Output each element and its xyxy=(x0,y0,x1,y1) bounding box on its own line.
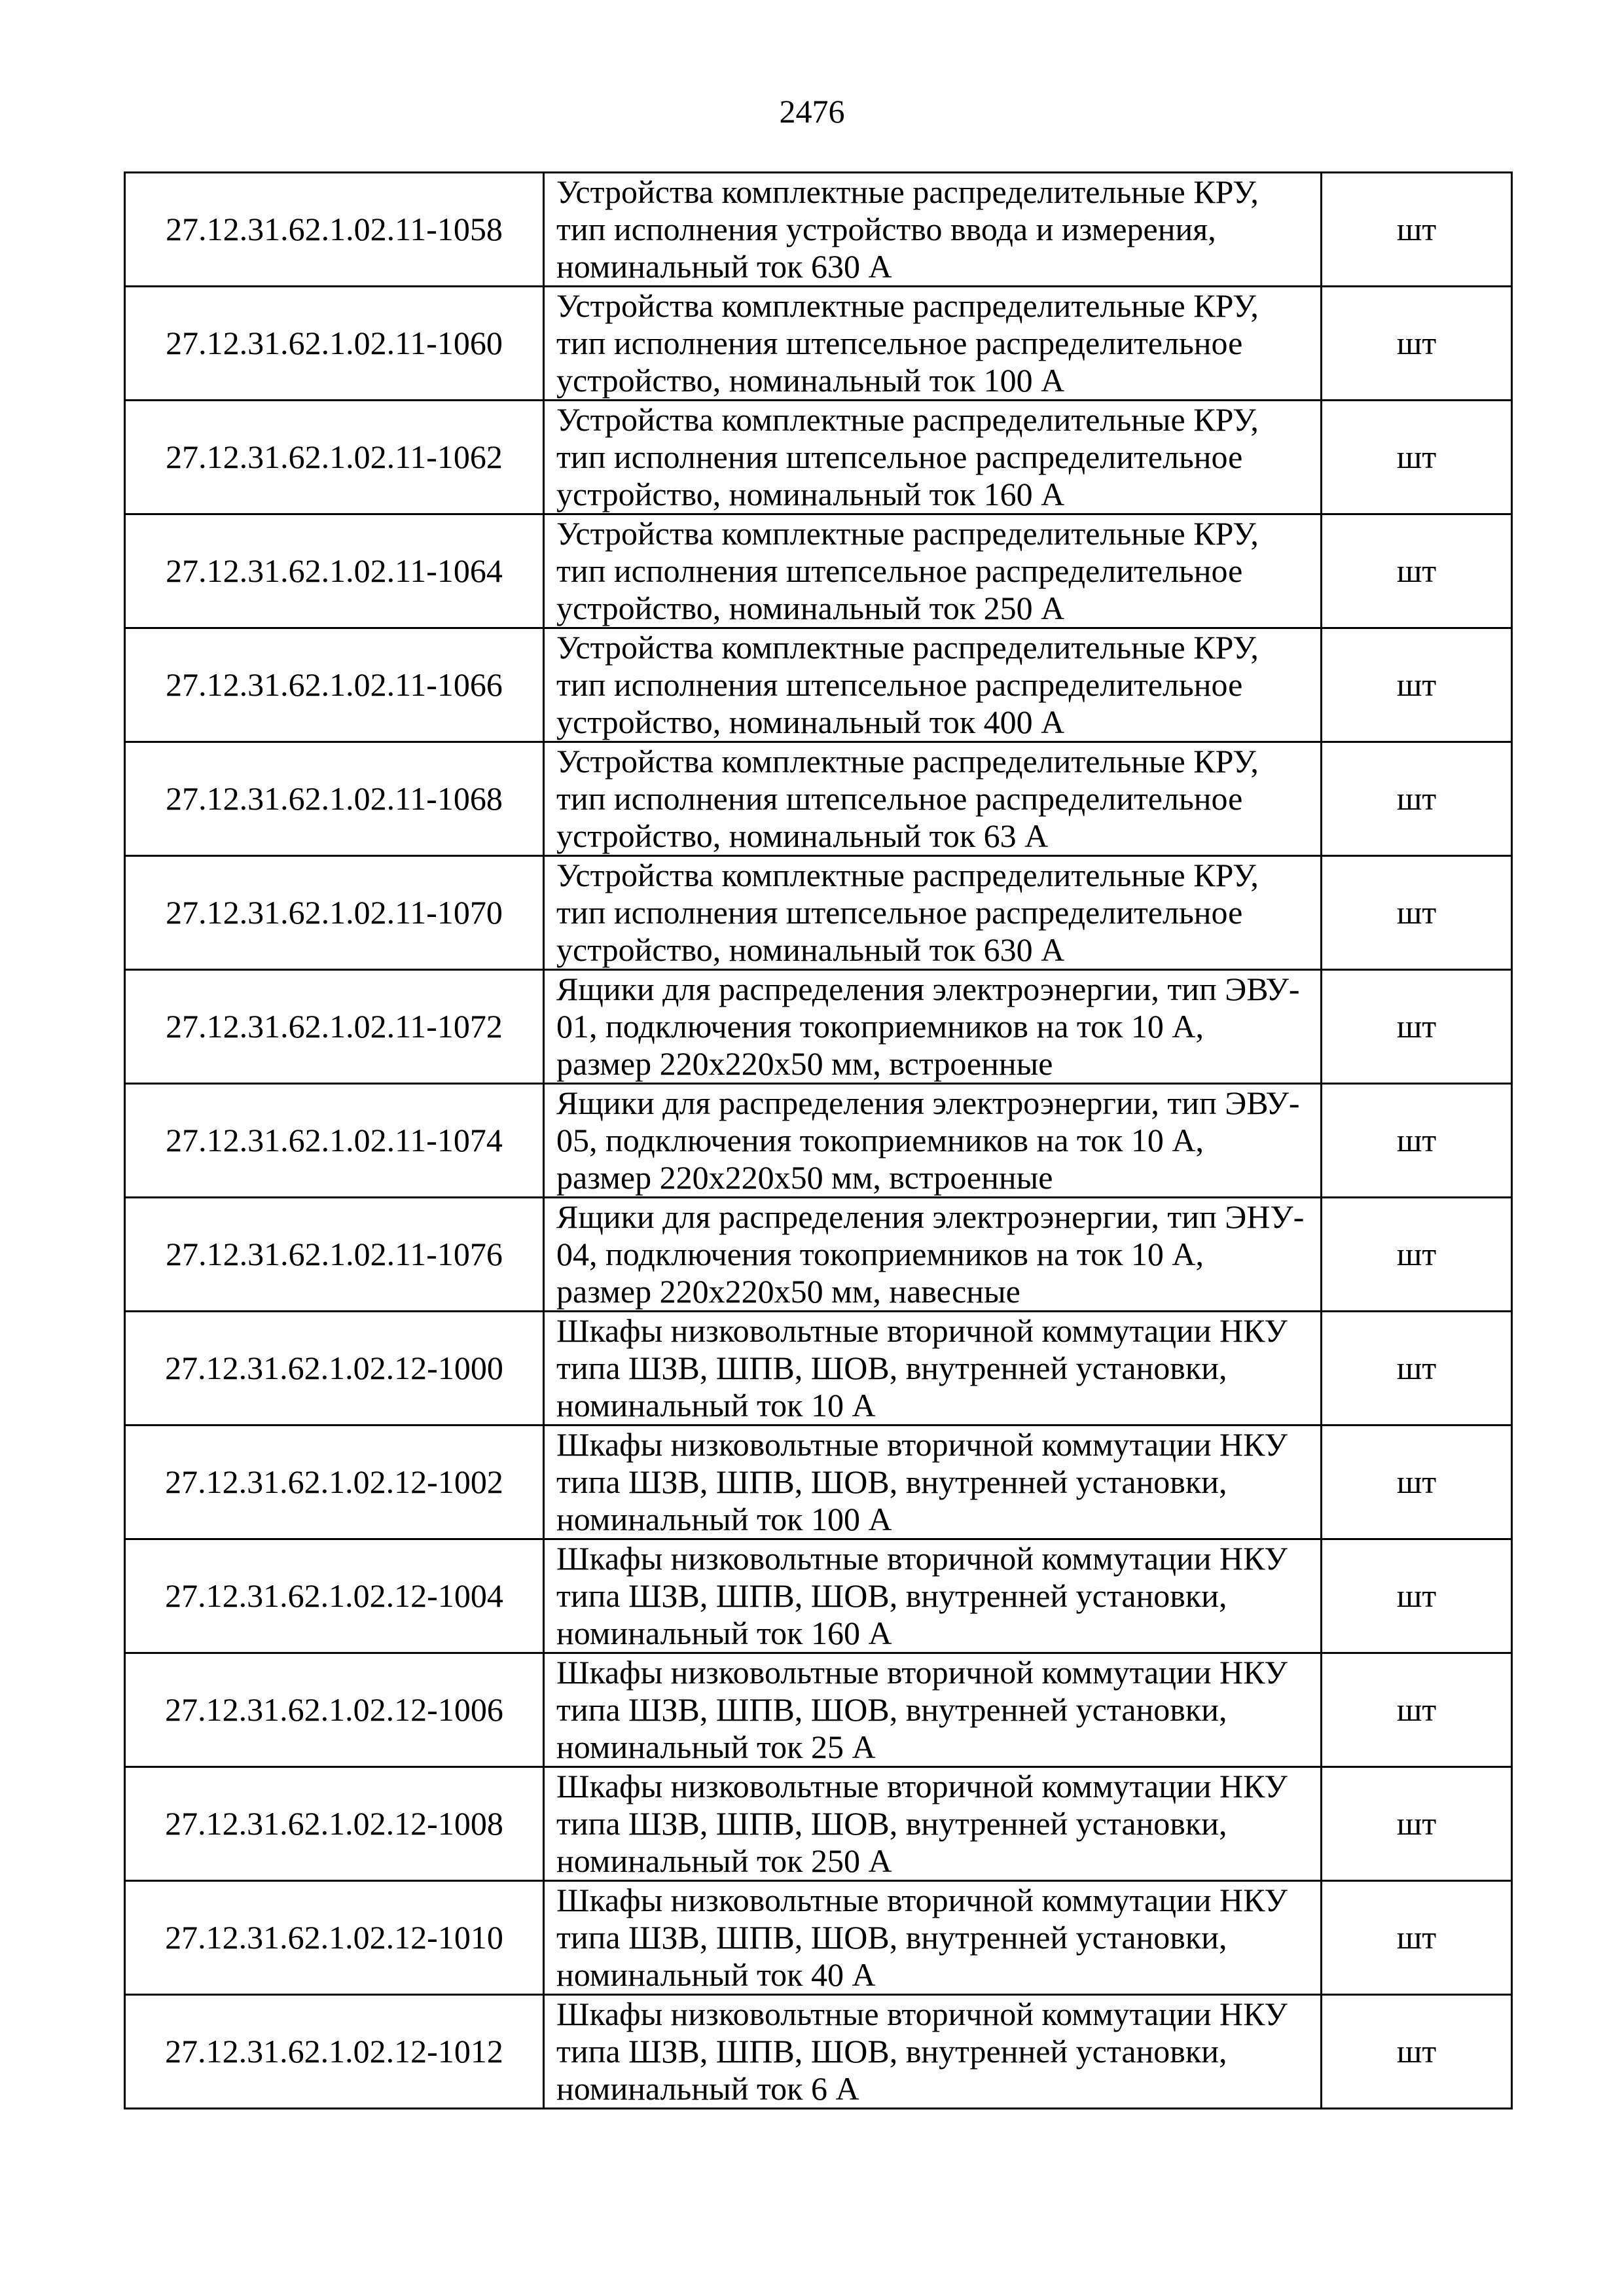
unit-of-measure: шт xyxy=(1322,173,1512,287)
description-line: типа ШЗВ, ШПВ, ШОВ, внутренней установки, xyxy=(556,1691,1227,1728)
resource-description xyxy=(544,1198,1322,1312)
description-line: размер 220х220х50 мм, навесные xyxy=(556,1273,1020,1310)
resource-description xyxy=(544,628,1322,742)
description-line: 05, подключения токоприемников на ток 10 А, xyxy=(556,1122,1204,1158)
description-line: типа ШЗВ, ШПВ, ШОВ, внутренней установки, xyxy=(556,1919,1227,1956)
resource-code: 27.12.31.62.1.02.12-1002 xyxy=(125,1426,544,1539)
description-line: устройство, номинальный ток 400 А xyxy=(556,704,1065,740)
resource-description xyxy=(544,742,1322,856)
description-line: устройство, номинальный ток 100 А xyxy=(556,362,1065,399)
resource-code: 27.12.31.62.1.02.12-1010 xyxy=(125,1881,544,1995)
unit-of-measure: шт xyxy=(1322,970,1512,1084)
description-line: номинальный ток 250 А xyxy=(556,1842,892,1879)
description-line: Устройства комплектные распределительные КРУ, xyxy=(556,173,1259,210)
unit-of-measure: шт xyxy=(1322,856,1512,970)
description-line: устройство, номинальный ток 160 А xyxy=(556,476,1065,512)
description-line: Устройства комплектные распределительные КРУ, xyxy=(556,401,1259,438)
description-line: тип исполнения штепсельное распределительное xyxy=(556,894,1243,931)
resource-code: 27.12.31.62.1.02.11-1074 xyxy=(125,1084,544,1198)
description-line: типа ШЗВ, ШПВ, ШОВ, внутренней установки, xyxy=(556,1463,1227,1500)
table-row xyxy=(125,1881,1512,1995)
resource-description xyxy=(544,401,1322,514)
resource-description xyxy=(544,1767,1322,1881)
table-row xyxy=(125,287,1512,401)
resource-description xyxy=(544,173,1322,287)
description-line: Шкафы низковольтные вторичной коммутации НКУ xyxy=(556,1654,1288,1691)
table-row xyxy=(125,1653,1512,1767)
resource-code: 27.12.31.62.1.02.12-1004 xyxy=(125,1539,544,1653)
table-row xyxy=(125,401,1512,514)
resource-code: 27.12.31.62.1.02.11-1068 xyxy=(125,742,544,856)
unit-of-measure: шт xyxy=(1322,287,1512,401)
resource-description xyxy=(544,287,1322,401)
unit-of-measure: шт xyxy=(1322,1767,1512,1881)
unit-of-measure: шт xyxy=(1322,628,1512,742)
unit-of-measure: шт xyxy=(1322,1084,1512,1198)
description-line: Устройства комплектные распределительные КРУ, xyxy=(556,857,1259,893)
description-line: тип исполнения устройство ввода и измерения, xyxy=(556,211,1216,247)
unit-of-measure: шт xyxy=(1322,1995,1512,2109)
description-line: тип исполнения штепсельное распределительное xyxy=(556,325,1243,361)
description-line: Шкафы низковольтные вторичной коммутации НКУ xyxy=(556,1312,1288,1349)
resource-code: 27.12.31.62.1.02.11-1076 xyxy=(125,1198,544,1312)
description-line: Устройства комплектные распределительные КРУ, xyxy=(556,743,1259,780)
description-line: номинальный ток 630 А xyxy=(556,248,892,285)
table-row xyxy=(125,1084,1512,1198)
resource-description xyxy=(544,856,1322,970)
description-line: устройство, номинальный ток 250 А xyxy=(556,590,1065,626)
resource-code: 27.12.31.62.1.02.11-1072 xyxy=(125,970,544,1084)
unit-of-measure: шт xyxy=(1322,1881,1512,1995)
resource-description xyxy=(544,1995,1322,2109)
resource-description xyxy=(544,970,1322,1084)
description-line: 01, подключения токоприемников на ток 10 А, xyxy=(556,1008,1204,1045)
resource-code: 27.12.31.62.1.02.11-1060 xyxy=(125,287,544,401)
resource-code: 27.12.31.62.1.02.12-1012 xyxy=(125,1995,544,2109)
unit-of-measure: шт xyxy=(1322,401,1512,514)
description-line: Устройства комплектные распределительные КРУ, xyxy=(556,629,1259,666)
description-line: типа ШЗВ, ШПВ, ШОВ, внутренней установки, xyxy=(556,1805,1227,1842)
description-line: Устройства комплектные распределительные КРУ, xyxy=(556,287,1259,324)
resource-code: 27.12.31.62.1.02.11-1064 xyxy=(125,514,544,628)
description-line: типа ШЗВ, ШПВ, ШОВ, внутренней установки, xyxy=(556,2033,1227,2070)
description-line: тип исполнения штепсельное распределительное xyxy=(556,780,1243,817)
unit-of-measure: шт xyxy=(1322,742,1512,856)
resource-description xyxy=(544,1312,1322,1426)
table-row xyxy=(125,628,1512,742)
description-line: тип исполнения штепсельное распределительное xyxy=(556,666,1243,703)
description-line: Ящики для распределения электроэнергии, тип ЭВУ- xyxy=(556,971,1300,1007)
resource-table xyxy=(124,171,1513,2109)
unit-of-measure: шт xyxy=(1322,1198,1512,1312)
unit-of-measure: шт xyxy=(1322,1653,1512,1767)
description-line: Ящики для распределения электроэнергии, тип ЭВУ- xyxy=(556,1085,1300,1121)
description-line: устройство, номинальный ток 63 А xyxy=(556,817,1049,854)
resource-description xyxy=(544,514,1322,628)
description-line: номинальный ток 40 А xyxy=(556,1956,876,1993)
resource-description xyxy=(544,1539,1322,1653)
table-row xyxy=(125,856,1512,970)
table-row xyxy=(125,742,1512,856)
resource-code: 27.12.31.62.1.02.11-1070 xyxy=(125,856,544,970)
description-line: Шкафы низковольтные вторичной коммутации НКУ xyxy=(556,1426,1288,1463)
description-line: номинальный ток 10 А xyxy=(556,1387,876,1424)
resource-description xyxy=(544,1426,1322,1539)
resource-code: 27.12.31.62.1.02.12-1008 xyxy=(125,1767,544,1881)
unit-of-measure: шт xyxy=(1322,514,1512,628)
resource-description xyxy=(544,1084,1322,1198)
description-line: 04, подключения токоприемников на ток 10 А, xyxy=(556,1236,1204,1272)
description-line: Шкафы низковольтные вторичной коммутации НКУ xyxy=(556,1540,1288,1577)
resource-code: 27.12.31.62.1.02.11-1058 xyxy=(125,173,544,287)
unit-of-measure: шт xyxy=(1322,1426,1512,1539)
table-row xyxy=(125,1767,1512,1881)
description-line: типа ШЗВ, ШПВ, ШОВ, внутренней установки, xyxy=(556,1350,1227,1386)
resource-code: 27.12.31.62.1.02.11-1066 xyxy=(125,628,544,742)
unit-of-measure: шт xyxy=(1322,1312,1512,1426)
page-number: 2476 xyxy=(779,93,845,130)
table-row xyxy=(125,1995,1512,2109)
resource-code: 27.12.31.62.1.02.12-1000 xyxy=(125,1312,544,1426)
description-line: тип исполнения штепсельное распределительное xyxy=(556,439,1243,475)
description-line: Шкафы низковольтные вторичной коммутации НКУ xyxy=(556,1882,1288,1918)
description-line: типа ШЗВ, ШПВ, ШОВ, внутренней установки, xyxy=(556,1577,1227,1614)
table-row xyxy=(125,970,1512,1084)
table-row xyxy=(125,1426,1512,1539)
description-line: размер 220х220х50 мм, встроенные xyxy=(556,1045,1053,1082)
table-row xyxy=(125,1312,1512,1426)
resource-description xyxy=(544,1881,1322,1995)
table-row xyxy=(125,173,1512,287)
resource-code: 27.12.31.62.1.02.12-1006 xyxy=(125,1653,544,1767)
description-line: номинальный ток 160 А xyxy=(556,1615,892,1651)
description-line: тип исполнения штепсельное распределительное xyxy=(556,552,1243,589)
description-line: Ящики для распределения электроэнергии, тип ЭНУ- xyxy=(556,1198,1305,1235)
description-line: Шкафы низковольтные вторичной коммутации НКУ xyxy=(556,1996,1288,2032)
description-line: Устройства комплектные распределительные КРУ, xyxy=(556,515,1259,552)
description-line: устройство, номинальный ток 630 А xyxy=(556,931,1065,968)
description-line: номинальный ток 25 А xyxy=(556,1729,876,1765)
description-line: размер 220х220х50 мм, встроенные xyxy=(556,1159,1053,1196)
table-row xyxy=(125,1198,1512,1312)
resource-description xyxy=(544,1653,1322,1767)
table-body xyxy=(125,173,1512,2109)
unit-of-measure: шт xyxy=(1322,1539,1512,1653)
description-line: номинальный ток 6 А xyxy=(556,2070,859,2107)
table-row xyxy=(125,514,1512,628)
table-row xyxy=(125,1539,1512,1653)
description-line: номинальный ток 100 А xyxy=(556,1501,892,1537)
resource-code: 27.12.31.62.1.02.11-1062 xyxy=(125,401,544,514)
description-line: Шкафы низковольтные вторичной коммутации НКУ xyxy=(556,1768,1288,1804)
